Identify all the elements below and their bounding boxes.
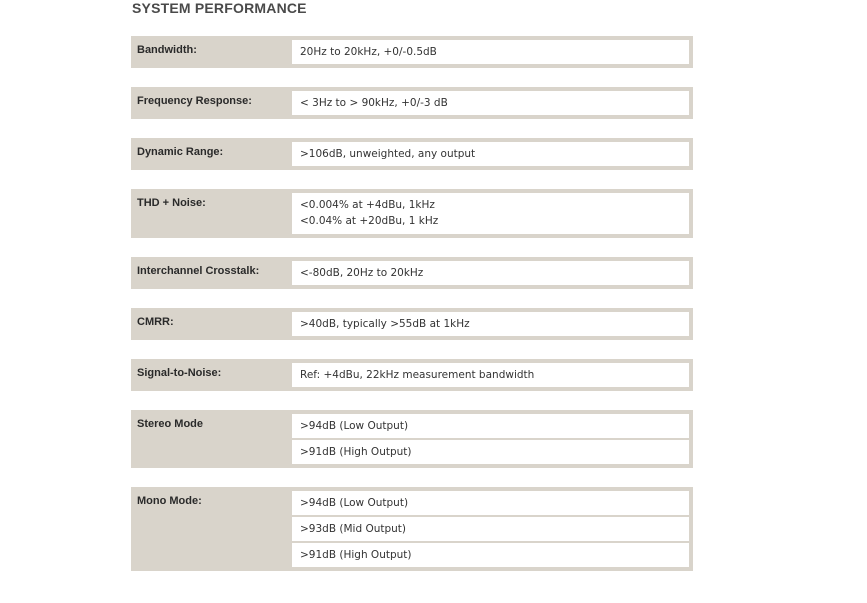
spec-value: <0.004% at +4dBu, 1kHz [300,199,435,211]
spec-values [292,40,689,64]
spec-table [131,36,693,590]
spec-value-box [292,543,689,567]
spec-value-box [292,40,689,64]
spec-value-box [292,363,689,387]
spec-value: <0.04% at +20dBu, 1 kHz [300,215,439,227]
spec-label: Dynamic Range: [137,146,224,158]
spec-row-cmrr [131,308,693,340]
spec-values [292,363,689,387]
spec-value: >91dB (High Output) [300,446,412,458]
spec-values [292,261,689,285]
spec-values [292,491,689,567]
spec-value: >93dB (Mid Output) [300,523,407,535]
spec-value: >94dB (Low Output) [300,420,409,432]
section-title: SYSTEM PERFORMANCE [132,0,307,16]
spec-label: Frequency Response: [137,95,252,107]
spec-value: >106dB, unweighted, any output [300,148,476,160]
spec-values [292,414,689,464]
spec-value-box [292,312,689,336]
spec-value: <-80dB, 20Hz to 20kHz [300,267,424,279]
spec-value-box [292,91,689,115]
spec-value-box [292,491,689,515]
spec-values [292,312,689,336]
spec-value: >94dB (Low Output) [300,497,409,509]
spec-row-signal-to-noise [131,359,693,391]
spec-label: Bandwidth: [137,44,197,56]
spec-values [292,193,689,234]
spec-row-mono-mode [131,487,693,571]
spec-value-box [292,261,689,285]
spec-label: Signal-to-Noise: [137,367,222,379]
spec-value: >91dB (High Output) [300,549,412,561]
spec-row-bandwidth [131,36,693,68]
spec-value-box [292,193,689,234]
spec-row-thd-noise [131,189,693,238]
spec-value: Ref: +4dBu, 22kHz measurement bandwidth [300,369,535,381]
spec-label: Stereo Mode [137,418,204,430]
spec-row-dynamic-range [131,138,693,170]
spec-label: THD + Noise: [137,197,206,209]
spec-row-interchannel-crosstalk [131,257,693,289]
spec-value: >40dB, typically >55dB at 1kHz [300,318,470,330]
spec-label: Interchannel Crosstalk: [137,265,260,277]
spec-value: < 3Hz to > 90kHz, +0/-3 dB [300,97,448,109]
spec-row-stereo-mode [131,410,693,468]
spec-value-box [292,142,689,166]
spec-value-box [292,517,689,541]
spec-label: Mono Mode: [137,495,202,507]
spec-row-frequency-response [131,87,693,119]
spec-value-box [292,440,689,464]
spec-values [292,142,689,166]
spec-value-box [292,414,689,438]
spec-values [292,91,689,115]
spec-label: CMRR: [137,316,174,328]
spec-value: 20Hz to 20kHz, +0/-0.5dB [300,46,437,58]
